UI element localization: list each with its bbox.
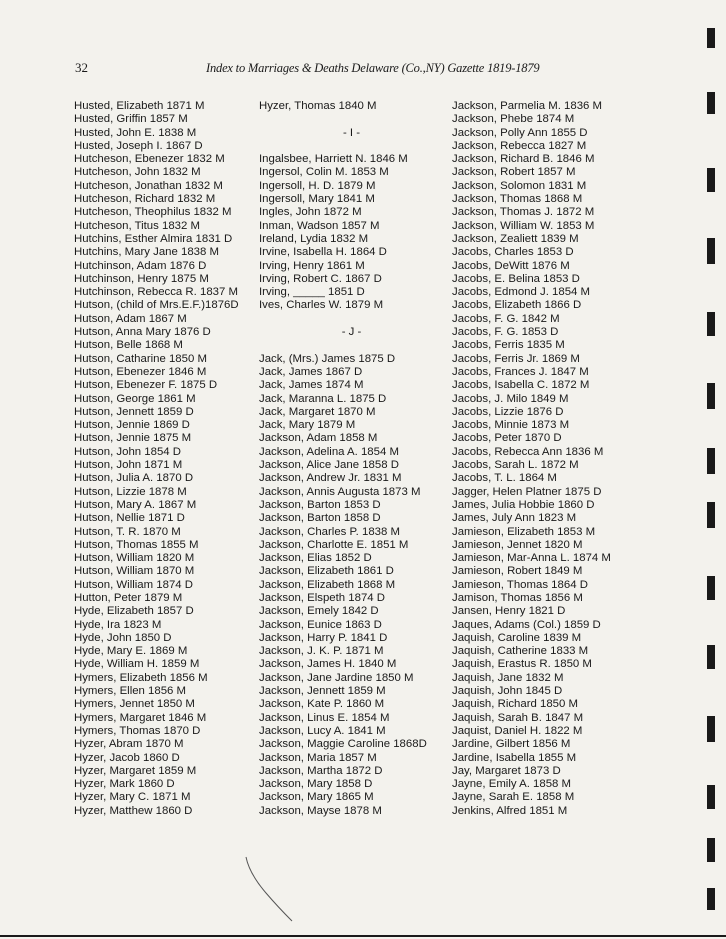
scan-edge-mark: [707, 888, 715, 910]
index-entry: Husted, John E. 1838 M: [74, 126, 197, 139]
index-entry: Jagger, Helen Platner 1875 D: [452, 485, 602, 498]
index-entry: Hutson, Jennie 1869 D: [74, 419, 190, 432]
index-entry: Jackson, Maggie Caroline 1868D: [259, 738, 427, 751]
index-entry: Jacobs, F. G. 1842 M: [452, 312, 560, 325]
index-entry: Hutson, Mary A. 1867 M: [74, 498, 197, 511]
index-entry: Jamieson, Mar-Anna L. 1874 M: [452, 552, 611, 565]
index-entry: Jackson, Charlotte E. 1851 M: [259, 538, 409, 551]
index-entry: Jackson, Jane Jardine 1850 M: [259, 671, 414, 684]
index-entry: Irving, Henry 1861 M: [259, 259, 365, 272]
index-entry: Hyzer, Thomas 1840 M: [259, 100, 377, 112]
index-entry: Husted, Elizabeth 1871 M: [74, 100, 205, 112]
index-entry: Hyzer, Jacob 1860 D: [74, 751, 180, 764]
index-entry: Hutson, John 1871 M: [74, 459, 183, 472]
index-entry: Jackson, J. K. P. 1871 M: [259, 645, 384, 658]
index-entry: Jamison, Thomas 1856 M: [452, 591, 583, 604]
index-entry: Ives, Charles W. 1879 M: [259, 299, 384, 312]
index-entry: Jaquish, Sarah B. 1847 M: [452, 711, 584, 724]
scan-edge-mark: [707, 645, 715, 669]
index-entry: Hymers, Elizabeth 1856 M: [74, 671, 208, 684]
index-entry: Hymers, Jennet 1850 M: [74, 698, 195, 711]
index-entry: Jamieson, Jennet 1820 M: [452, 538, 583, 551]
index-entry: Jackson, Mary 1858 D: [259, 778, 373, 791]
index-entry: Jacobs, Isabella C. 1872 M: [452, 379, 590, 392]
index-column-2: [259, 100, 444, 818]
index-entry: Jackson, Robert 1857 M: [452, 166, 576, 179]
index-entry: Jack, James 1867 D: [259, 365, 363, 378]
index-entry: Jaques, Adams (Col.) 1859 D: [452, 618, 601, 631]
index-entry: Jackson, Elizabeth 1861 D: [259, 565, 394, 578]
index-entry: Jackson, Maria 1857 M: [259, 751, 377, 764]
section-heading-j: - J -: [341, 326, 362, 339]
index-entry: Irvine, Isabella H. 1864 D: [259, 246, 387, 259]
index-entry: Jackson, Kate P. 1860 M: [259, 698, 385, 711]
index-entry: Hyzer, Matthew 1860 D: [74, 804, 193, 817]
index-entry: Hyde, Elizabeth 1857 D: [74, 605, 194, 618]
index-entry: Hutson, Belle 1868 M: [74, 339, 183, 352]
index-entry: Jackson, Polly Ann 1855 D: [452, 126, 588, 139]
index-entry: Hutson, Thomas 1855 M: [74, 538, 199, 551]
scan-edge-mark: [707, 502, 715, 528]
index-entry: Irving, Robert C. 1867 D: [259, 272, 382, 285]
index-entry: Jackson, Jennett 1859 M: [259, 685, 386, 698]
index-entry: Ireland, Lydia 1832 M: [259, 232, 369, 245]
index-entry: Jardine, Gilbert 1856 M: [452, 738, 571, 751]
index-entry: Jay, Margaret 1873 D: [452, 764, 561, 777]
index-entry: Jack, James 1874 M: [259, 379, 364, 392]
index-entry: Jaquish, Jane 1832 M: [452, 671, 564, 684]
index-entry: Jardine, Isabella 1855 M: [452, 751, 577, 764]
index-entry: Hyde, Ira 1823 M: [74, 618, 162, 631]
scan-edge-mark: [707, 168, 715, 192]
index-entry: Hymers, Margaret 1846 M: [74, 711, 207, 724]
page-number: 32: [75, 60, 88, 75]
index-entry: Hyde, William H. 1859 M: [74, 658, 200, 671]
index-entry: Husted, Griffin 1857 M: [74, 113, 188, 126]
index-entry: Hutson, Jennie 1875 M: [74, 432, 192, 445]
index-entry: Jackson, Barton 1858 D: [259, 512, 381, 525]
scan-edge-mark: [707, 28, 715, 48]
index-entry: Jacobs, Rebecca Ann 1836 M: [452, 445, 604, 458]
index-entry: Hyde, John 1850 D: [74, 631, 172, 644]
index-entry: Jackson, Solomon 1831 M: [452, 179, 587, 192]
scan-edge-mark: [707, 383, 715, 409]
index-entry: Jaquish, John 1845 D: [452, 685, 563, 698]
scan-edge-mark: [707, 785, 715, 809]
index-entry: Hutton, Peter 1879 M: [74, 591, 183, 604]
index-entry: James, Julia Hobbie 1860 D: [452, 498, 595, 511]
index-entry: Jack, Maranna L. 1875 D: [259, 392, 387, 405]
index-entry: Jacobs, T. L. 1864 M: [452, 472, 557, 485]
index-entry: Jackson, Alice Jane 1858 D: [259, 459, 399, 472]
index-entry: Jackson, Elizabeth 1868 M: [259, 578, 396, 591]
index-entry: Jackson, Adelina A. 1854 M: [259, 445, 399, 458]
index-entry: Hutson, Lizzie 1878 M: [74, 485, 187, 498]
index-entry: Jackson, Elias 1852 D: [259, 552, 372, 565]
index-entry: Hutson, William 1820 M: [74, 552, 195, 565]
index-entry: Jacobs, DeWitt 1876 M: [452, 259, 570, 272]
index-entry: Jackson, James H. 1840 M: [259, 658, 397, 671]
index-entry: Ingersoll, H. D. 1879 M: [259, 179, 376, 192]
index-entry: Hutcheson, Theophilus 1832 M: [74, 206, 232, 219]
index-entry: Jackson, Parmelia M. 1836 M: [452, 100, 603, 112]
index-entry: Jacobs, F. G. 1853 D: [452, 326, 559, 339]
index-entry: Hyde, Mary E. 1869 M: [74, 645, 188, 658]
index-entry: Hutson, (child of Mrs.E.F.)1876D: [74, 299, 239, 312]
running-head: Index to Marriages & Deaths Delaware (Co.,NY) Gazette 1819-1879: [206, 61, 540, 75]
index-entry: Jackson, Charles P. 1838 M: [259, 525, 400, 538]
index-entry: Jacobs, Edmond J. 1854 M: [452, 286, 591, 299]
index-entry: Jaquish, Catherine 1833 M: [452, 645, 589, 658]
scan-edge-mark: [707, 576, 715, 600]
index-entry: Husted, Joseph I. 1867 D: [74, 139, 203, 152]
section-heading-i: - I -: [342, 126, 361, 139]
index-entry: Hyzer, Abram 1870 M: [74, 738, 184, 751]
index-entry: Jackson, Andrew Jr. 1831 M: [259, 472, 402, 485]
index-entry: Jackson, Mary 1865 M: [259, 791, 374, 804]
index-entry: Ingalsbee, Harriett N. 1846 M: [259, 153, 408, 166]
index-entry: Jackson, Annis Augusta 1873 M: [259, 485, 421, 498]
index-entry: Jackson, Rebecca 1827 M: [452, 139, 587, 152]
index-entry: Jansen, Henry 1821 D: [452, 605, 566, 618]
index-entry: Jack, Margaret 1870 M: [259, 405, 376, 418]
index-column-1: [74, 100, 254, 818]
index-entry: Jackson, Thomas J. 1872 M: [452, 206, 595, 219]
index-entry: Jenkins, Alfred 1851 M: [452, 804, 568, 817]
index-entry: Jacobs, J. Milo 1849 M: [452, 392, 569, 405]
index-entry: Jackson, Zealiett 1839 M: [452, 232, 579, 245]
index-entry: Jacobs, Frances J. 1847 M: [452, 365, 589, 378]
index-entry: Hutson, William 1874 D: [74, 578, 194, 591]
page-bottom-edge: [0, 935, 726, 937]
index-entry: Jackson, Barton 1853 D: [259, 498, 381, 511]
index-entry: Hutcheson, Titus 1832 M: [74, 219, 200, 232]
index-entry: Jaquish, Richard 1850 M: [452, 698, 578, 711]
index-entry: Jacobs, Ferris Jr. 1869 M: [452, 352, 580, 365]
index-entry: Hutson, Anna Mary 1876 D: [74, 326, 211, 339]
index-entry: James, July Ann 1823 M: [452, 512, 577, 525]
index-entry: Ingersoll, Mary 1841 M: [259, 193, 375, 206]
index-entry: Hutson, Adam 1867 M: [74, 312, 187, 325]
index-entry: Jaquish, Erastus R. 1850 M: [452, 658, 592, 671]
index-entry: Jacobs, Ferris 1835 M: [452, 339, 565, 352]
index-entry: Jackson, Thomas 1868 M: [452, 193, 583, 206]
index-entry: Jacobs, Charles 1853 D: [452, 246, 574, 259]
index-column-3: [452, 100, 632, 818]
index-entry: Hutcheson, John 1832 M: [74, 166, 201, 179]
index-entry: Jackson, Mayse 1878 M: [259, 804, 382, 817]
index-entry: Hyzer, Mark 1860 D: [74, 778, 175, 791]
index-entry: Hutchinson, Adam 1876 D: [74, 259, 207, 272]
index-entry: Jack, Mary 1879 M: [259, 419, 356, 432]
scan-edge-mark: [707, 92, 715, 114]
index-entry: Hutson, Ebenezer 1846 M: [74, 365, 207, 378]
index-entry: Hyzer, Margaret 1859 M: [74, 764, 197, 777]
index-entry: Jacobs, Peter 1870 D: [452, 432, 562, 445]
index-entry: Jayne, Sarah E. 1858 M: [452, 791, 575, 804]
index-entry: Ingles, John 1872 M: [259, 206, 362, 219]
index-entry: Jaquist, Daniel H. 1822 M: [452, 724, 583, 737]
index-entry: Jack, (Mrs.) James 1875 D: [259, 352, 396, 365]
scan-edge-mark: [707, 312, 715, 336]
index-entry: Jacobs, Minnie 1873 M: [452, 419, 570, 432]
index-entry: Hutchinson, Rebecca R. 1837 M: [74, 286, 238, 299]
index-entry: Jackson, Martha 1872 D: [259, 764, 383, 777]
index-entry: Jackson, Harry P. 1841 D: [259, 631, 388, 644]
index-entry: Jacobs, Sarah L. 1872 M: [452, 459, 579, 472]
index-entry: Hutcheson, Richard 1832 M: [74, 193, 216, 206]
index-entry: Irving, _____ 1851 D: [259, 286, 365, 299]
index-entry: Jacobs, Lizzie 1876 D: [452, 405, 564, 418]
scan-edge-mark: [707, 716, 715, 742]
index-entry: Hymers, Ellen 1856 M: [74, 685, 187, 698]
index-entry: Hutson, John 1854 D: [74, 445, 182, 458]
index-entry: Hutchins, Mary Jane 1838 M: [74, 246, 219, 259]
index-entry: Jacobs, E. Belina 1853 D: [452, 272, 580, 285]
index-entry: Hutson, Jennett 1859 D: [74, 405, 194, 418]
index-entry: Jamieson, Robert 1849 M: [452, 565, 583, 578]
index-entry: Jackson, Adam 1858 M: [259, 432, 378, 445]
index-entry: Jamieson, Elizabeth 1853 M: [452, 525, 596, 538]
index-entry: Jaquish, Caroline 1839 M: [452, 631, 582, 644]
index-entry: Hutchins, Esther Almira 1831 D: [74, 232, 233, 245]
index-entry: Hutson, William 1870 M: [74, 565, 195, 578]
index-entry: Jackson, William W. 1853 M: [452, 219, 595, 232]
index-entry: Hutson, George 1861 M: [74, 392, 196, 405]
index-entry: Hutcheson, Jonathan 1832 M: [74, 179, 223, 192]
index-entry: Hymers, Thomas 1870 D: [74, 724, 201, 737]
index-entry: Jamieson, Thomas 1864 D: [452, 578, 588, 591]
scan-edge-mark: [707, 238, 715, 264]
index-entry: Hutchinson, Henry 1875 M: [74, 272, 209, 285]
index-entry: Jackson, Lucy A. 1841 M: [259, 724, 386, 737]
pen-stroke-mark: [240, 855, 300, 925]
index-entry: Inman, Wadson 1857 M: [259, 219, 380, 232]
index-entry: Jackson, Eunice 1863 D: [259, 618, 382, 631]
index-entry: Jackson, Richard B. 1846 M: [452, 153, 595, 166]
index-entry: Jackson, Phebe 1874 M: [452, 113, 575, 126]
index-entry: Jackson, Emely 1842 D: [259, 605, 379, 618]
scan-edge-mark: [707, 838, 715, 862]
index-entry: Jacobs, Elizabeth 1866 D: [452, 299, 582, 312]
index-entry: Ingersol, Colin M. 1853 M: [259, 166, 389, 179]
index-entry: Jayne, Emily A. 1858 M: [452, 778, 572, 791]
index-entry: Hyzer, Mary C. 1871 M: [74, 791, 191, 804]
index-entry: Hutson, Catharine 1850 M: [74, 352, 207, 365]
index-entry: Jackson, Linus E. 1854 M: [259, 711, 390, 724]
index-entry: Hutson, T. R. 1870 M: [74, 525, 181, 538]
index-entry: Hutson, Ebenezer F. 1875 D: [74, 379, 218, 392]
index-entry: Hutson, Nellie 1871 D: [74, 512, 185, 525]
index-entry: Jackson, Elspeth 1874 D: [259, 591, 386, 604]
index-entry: Hutcheson, Ebenezer 1832 M: [74, 153, 225, 166]
scan-edge-mark: [707, 448, 715, 474]
index-entry: Hutson, Julia A. 1870 D: [74, 472, 194, 485]
